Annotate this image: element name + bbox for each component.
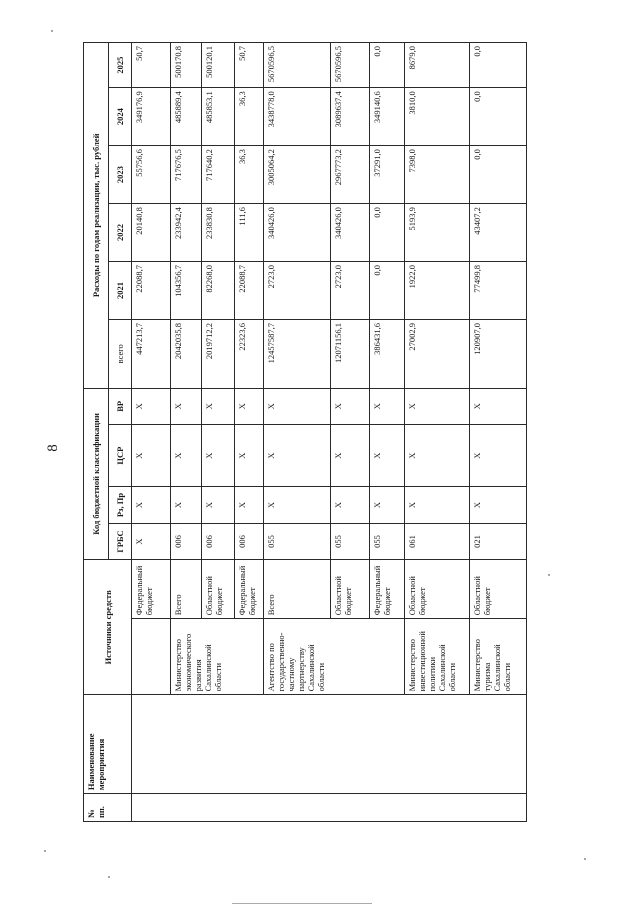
cell-rz-pr: Х: [202, 487, 235, 523]
cell-vr: Х: [470, 388, 527, 424]
cell-y2022: 0,0: [370, 204, 405, 262]
scan-speck: [51, 30, 53, 32]
cell-org: Министерство инвестиционной политики Сахалинской области: [405, 619, 470, 695]
cell-grbs: 061: [405, 523, 470, 559]
header-grbs: ГРБС: [109, 523, 132, 559]
budget-table: [83, 42, 527, 822]
cell-rz-pr: Х: [470, 487, 527, 523]
cell-y2024: 349176,9: [132, 88, 171, 146]
cell-y2023: 37291,0: [370, 146, 405, 204]
cell-vr: Х: [370, 388, 405, 424]
cell-csr: Х: [171, 425, 202, 487]
header-2021: 2021: [109, 262, 132, 320]
header-rz-pr: Рз, Пр: [109, 487, 132, 523]
cell-rz-pr: Х: [370, 487, 405, 523]
cell-csr: Х: [405, 425, 470, 487]
cell-y2024: 3810,0: [405, 88, 470, 146]
cell-y2024: 485889,4: [171, 88, 202, 146]
cell-csr: Х: [470, 425, 527, 487]
cell-grbs: 055: [264, 523, 331, 559]
cell-y2025: 500120,1: [202, 43, 235, 88]
cell-y2021: 104356,7: [171, 262, 202, 320]
cell-name: [132, 695, 527, 794]
cell-y2022: 43407,2: [470, 204, 527, 262]
cell-y2022: 20140,8: [132, 204, 171, 262]
cell-grbs: 021: [470, 523, 527, 559]
cell-total: 2042035,8: [171, 319, 202, 388]
cell-y2025: 50,7: [235, 43, 264, 88]
cell-y2024: 36,3: [235, 88, 264, 146]
cell-y2021: 22088,7: [132, 262, 171, 320]
cell-y2023: 717640,2: [202, 146, 235, 204]
cell-y2022: 340426,0: [331, 204, 370, 262]
cell-y2023: 0,0: [470, 146, 527, 204]
cell-vr: Х: [132, 388, 171, 424]
cell-y2023: 717676,5: [171, 146, 202, 204]
cell-y2023: 55756,6: [132, 146, 171, 204]
rotated-table-container: [83, 42, 527, 822]
cell-total: 120907,0: [470, 319, 527, 388]
table-viewport: [83, 42, 527, 822]
header-total: всего: [109, 319, 132, 388]
cell-grbs: Х: [132, 523, 171, 559]
cell-no: [132, 794, 527, 822]
cell-y2021: 2723,0: [331, 262, 370, 320]
cell-total: 22323,6: [235, 319, 264, 388]
header-expenses-group: Расходы по годам реализации, тыс. рублей: [84, 43, 109, 389]
cell-y2023: 7398,0: [405, 146, 470, 204]
header-vr: ВР: [109, 388, 132, 424]
cell-y2024: 485853,1: [202, 88, 235, 146]
cell-vr: Х: [235, 388, 264, 424]
header-2023: 2023: [109, 146, 132, 204]
cell-y2022: 340426,0: [264, 204, 331, 262]
page-number: 8: [45, 444, 61, 452]
cell-rz-pr: Х: [235, 487, 264, 523]
cell-source: Федеральный бюджет: [370, 560, 405, 619]
cell-grbs: 006: [235, 523, 264, 559]
cell-y2025: 500170,8: [171, 43, 202, 88]
header-2025: 2025: [109, 43, 132, 88]
header-row-top: [84, 43, 109, 822]
scan-speck: [548, 574, 550, 576]
cell-y2022: 233942,4: [171, 204, 202, 262]
cell-y2021: 22088,7: [235, 262, 264, 320]
cell-source: Всего: [264, 560, 331, 619]
cell-y2023: 2967773,2: [331, 146, 370, 204]
cell-source: Областной бюджет: [405, 560, 470, 619]
cell-y2025: 5670596,5: [331, 43, 370, 88]
cell-y2025: 0,0: [370, 43, 405, 88]
cell-org: Министерство туризма Сахалинской области: [470, 619, 527, 695]
cell-rz-pr: Х: [171, 487, 202, 523]
cell-vr: Х: [405, 388, 470, 424]
cell-y2025: 0,0: [470, 43, 527, 88]
cell-y2024: 3089637,4: [331, 88, 370, 146]
cell-grbs: 006: [171, 523, 202, 559]
cell-csr: Х: [370, 425, 405, 487]
cell-grbs: 055: [331, 523, 370, 559]
header-source: Источники средств: [84, 560, 132, 695]
cell-source: Областной бюджет: [470, 560, 527, 619]
scan-speck: [44, 850, 46, 852]
cell-total: 12071156,1: [331, 319, 370, 388]
cell-source: Федеральный бюджет: [235, 560, 264, 619]
cell-y2021: 0,0: [370, 262, 405, 320]
cell-org: Министерство экономического развития Сахалинской области: [171, 619, 264, 695]
cell-grbs: 055: [370, 523, 405, 559]
cell-total: 386431,6: [370, 319, 405, 388]
cell-y2022: 5193,9: [405, 204, 470, 262]
cell-y2024: 0,0: [470, 88, 527, 146]
cell-vr: Х: [264, 388, 331, 424]
header-2024: 2024: [109, 88, 132, 146]
cell-y2021: 1922,0: [405, 262, 470, 320]
header-code-group: Код бюджетной классификации: [84, 388, 109, 560]
cell-rz-pr: Х: [264, 487, 331, 523]
cell-y2021: 82268,0: [202, 262, 235, 320]
cell-y2025: 5670596,5: [264, 43, 331, 88]
table-body: [84, 43, 527, 822]
cell-rz-pr: Х: [132, 487, 171, 523]
scan-edge-line: [232, 903, 372, 904]
cell-vr: Х: [171, 388, 202, 424]
cell-csr: Х: [264, 425, 331, 487]
cell-y2024: 3438778,0: [264, 88, 331, 146]
table-row: [132, 43, 171, 822]
cell-y2024: 349140,6: [370, 88, 405, 146]
scan-speck: [584, 858, 586, 860]
scan-speck: [108, 876, 110, 878]
cell-total: 2019712,2: [202, 319, 235, 388]
cell-y2022: 233830,8: [202, 204, 235, 262]
cell-y2023: 36,3: [235, 146, 264, 204]
cell-vr: Х: [331, 388, 370, 424]
cell-total: 12457587,7: [264, 319, 331, 388]
cell-total: 27002,9: [405, 319, 470, 388]
cell-y2022: 111,6: [235, 204, 264, 262]
cell-vr: Х: [202, 388, 235, 424]
header-csr: ЦСР: [109, 425, 132, 487]
cell-source: Областной бюджет: [202, 560, 235, 619]
cell-source: Всего: [171, 560, 202, 619]
header-name: Наименование мероприятия: [84, 695, 132, 794]
cell-y2023: 3005064,2: [264, 146, 331, 204]
cell-csr: Х: [132, 425, 171, 487]
cell-csr: Х: [202, 425, 235, 487]
cell-y2025: 8679,0: [405, 43, 470, 88]
cell-rz-pr: Х: [331, 487, 370, 523]
cell-total: 447213,7: [132, 319, 171, 388]
cell-org: [132, 619, 171, 695]
cell-y2021: 77499,8: [470, 262, 527, 320]
cell-grbs: 006: [202, 523, 235, 559]
cell-y2021: 2723,0: [264, 262, 331, 320]
cell-org: Агентство по государственно-частному партнерству Сахалинской области: [264, 619, 405, 695]
cell-source: Областной бюджет: [331, 560, 370, 619]
header-no: № пп.: [84, 794, 132, 822]
cell-y2025: 50,7: [132, 43, 171, 88]
cell-rz-pr: Х: [405, 487, 470, 523]
header-2022: 2022: [109, 204, 132, 262]
cell-csr: Х: [235, 425, 264, 487]
cell-csr: Х: [331, 425, 370, 487]
cell-source: Федеральный бюджет: [132, 560, 171, 619]
